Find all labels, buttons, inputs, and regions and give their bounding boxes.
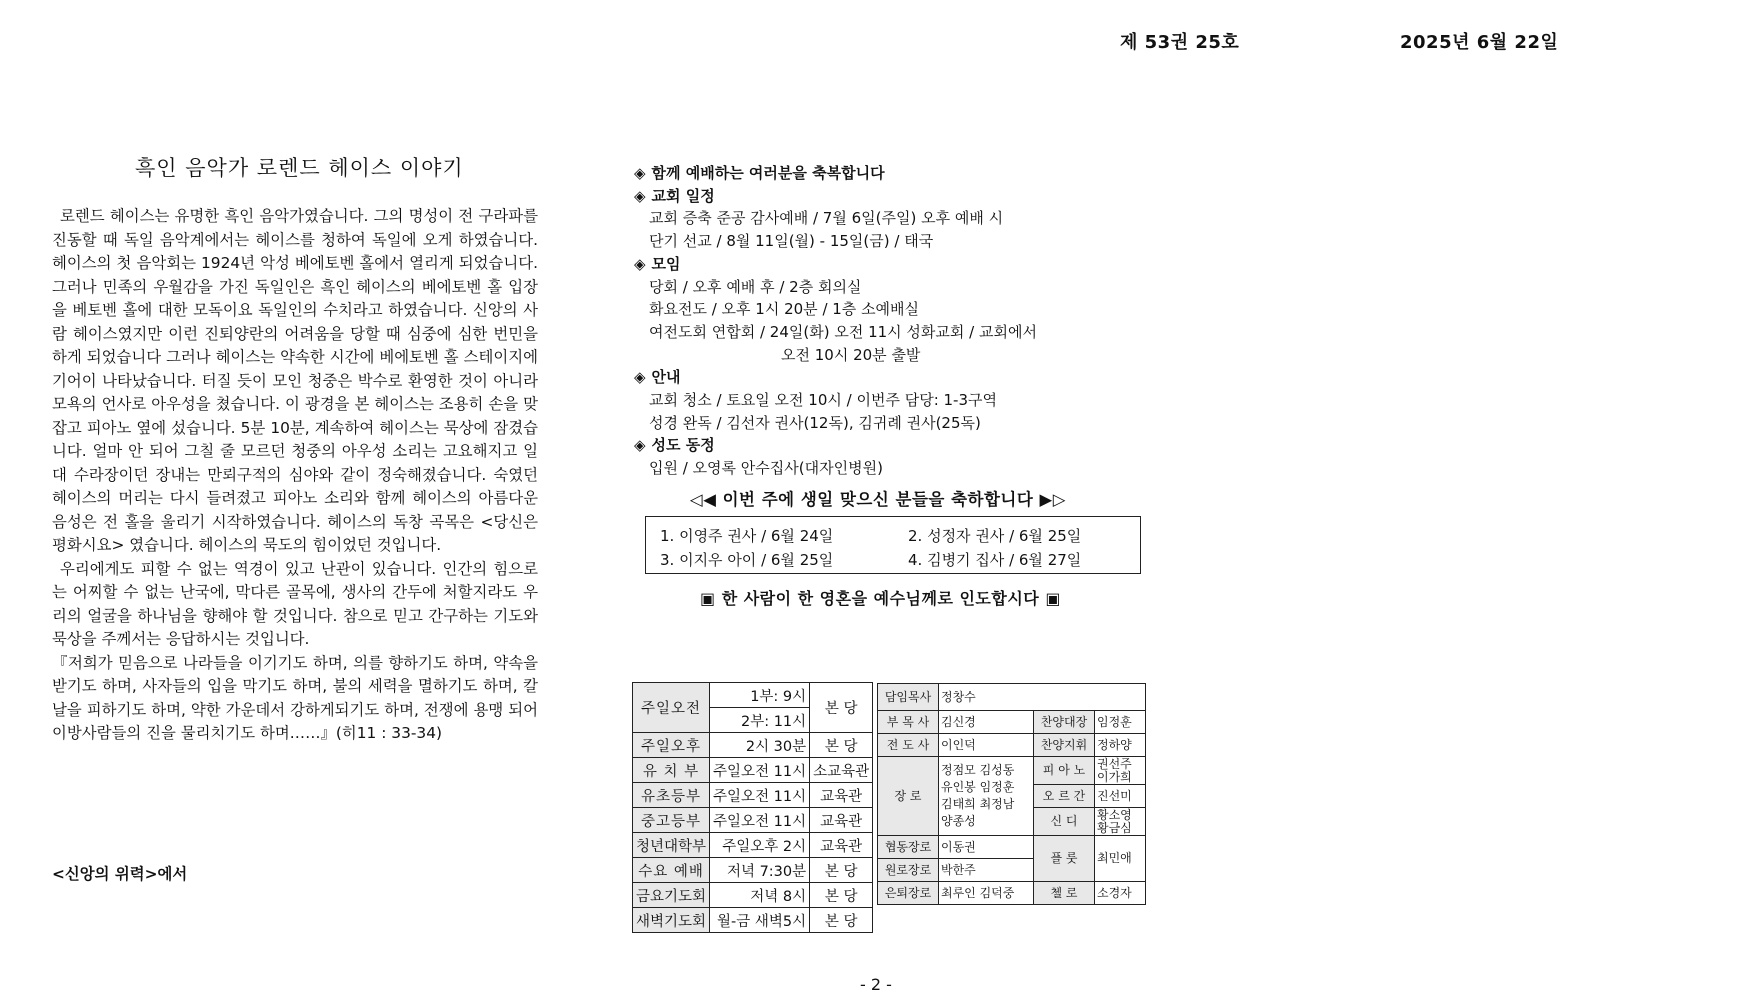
service-time: 주일오전 11시 [710,783,810,808]
page-number: - 2 - [860,975,892,994]
staff-name: 소경자 [1095,882,1146,905]
notice-item: 화요전도 / 오후 1시 20분 / 1층 소예배실 [649,300,920,319]
service-time: 주일오후 2시 [710,833,810,858]
section-heading: ◈ 교회 일정 [634,186,715,205]
bulletin-date: 2025년 6월 22일 [1400,32,1559,53]
birthday-entry: 4. 김병기 집사 / 6월 27일 [908,551,1082,569]
staff-role: 찬양대장 [1034,711,1095,734]
section-heading: ◈ 모임 [634,254,681,273]
service-time: 주일오전 11시 [710,758,810,783]
motto: ▣ 한 사람이 한 영혼을 예수님께로 인도합시다 ▣ [700,589,1061,608]
staff-role: 오 르 간 [1034,785,1095,808]
notice-item: 입원 / 오영록 안수집사(대자인병원) [649,459,883,478]
staff-name: 정하양 [1095,734,1146,757]
staff-role: 찬양지휘 [1034,734,1095,757]
service-time: 저녁 7:30분 [710,858,810,883]
staff-name: 권선주 이가희 [1095,757,1146,785]
service-place: 본 당 [810,908,873,933]
staff-name: 최루인 김덕중 [939,882,1034,905]
service-place: 본 당 [810,733,873,758]
birthday-entry: 1. 이영주 권사 / 6월 24일 [660,527,834,545]
staff-name: 이인덕 [939,734,1034,757]
staff-name: 임정훈 [1095,711,1146,734]
elder-names: 김태희 최정남 [941,797,1015,811]
notice-item: 교회 증축 준공 감사예배 / 7월 6일(주일) 오후 예배 시 [649,209,1004,228]
service-name: 주일오후 [633,733,710,758]
staff-role: 원로장로 [878,859,939,882]
notice-item: 교회 청소 / 토요일 오전 10시 / 이번주 담당: 1-3구역 [649,391,997,410]
table-row [633,783,873,808]
staff-name [939,757,1034,836]
table-row [878,684,1146,711]
table-row [878,836,1146,859]
article-paragraph: 로렌드 헤이스는 유명한 흑인 음악가였습니다. 그의 명성이 전 구라파를 진동할 때 독일 음악계에서는 헤이스를 청하여 독일에 오게 하였습니다. 헤이스의 첫 음악회는 1924년 악성 베에토벤 홀에서 열리게 되었습니다. 그러나 민족의 우월감을 가진 독일인은 흑인 헤이스의 베에토벤 홀 입장을 베토벤 홀에 대한 모독이요 독일인의 수치라고 하였습니다. 신앙의 사람 헤이스였지만 이런 진퇴양란의 어려움을 당할 때 심중에 심한 번민을 하게 되었습니다 그러나 헤이스는 약속한 시간에 베에토벤 홀 스테이지에 기어이 나타났습니다. 터질 듯이 모인 청중은 박수로 환영한 것이 아니라 모욕의 언사로 아우성을 쳤습니다. 이 광경을 본 헤이스는 조용히 손을 맞잡고 피아노 옆에 섰습니다. 5분 10분, 계속하여 헤이스는 묵상에 잠겼습니다. 얼마 안 되어 그칠 줄 모르던 청중의 아우성 소리는 고요해지고 일대 수라장이던 장내는 만뢰구적의 심야와 같이 정숙해졌습니다. 숙였던 헤이스의 머리는 다시 들려졌고 피아노 소리와 함께 헤이스의 아름다운 음성은 전 홀을 울리기 시작하였습니다. 헤이스의 독창 곡목은 <당신은 평화시요> 였습니다. 헤이스의 묵도의 힘이었던 것입니다. [52,207,538,554]
staff-role: 장 로 [878,757,939,836]
table-row [878,882,1146,905]
notice-item: 성경 완독 / 김선자 권사(12독), 김귀례 권사(25독) [649,413,981,432]
section-heading: ◈ 성도 동정 [634,436,715,455]
service-place: 교육관 [810,783,873,808]
birthday-box [645,516,1141,574]
service-name: 수요 예배 [633,858,710,883]
table-row [633,858,873,883]
service-place: 본 당 [810,683,873,733]
staff-role: 협동장로 [878,836,939,859]
service-name: 금요기도회 [633,883,710,908]
staff-name: 박한주 [939,859,1034,882]
elder-names: 양종성 [941,814,976,828]
service-name: 유초등부 [633,783,710,808]
table-row [878,711,1146,734]
notice-item: 당회 / 오후 예배 후 / 2층 회의실 [649,277,862,296]
service-place: 소교육관 [810,758,873,783]
service-time: 주일오전 11시 [710,808,810,833]
staff-name: 황소영 황금심 [1095,808,1146,836]
staff-role: 담임목사 [878,684,939,711]
staff-name: 이동권 [939,836,1034,859]
service-place: 본 당 [810,883,873,908]
service-time: 2시 30분 [710,733,810,758]
staff-role: 전 도 사 [878,734,939,757]
staff-table [877,683,1146,905]
staff-name: 진선미 [1095,785,1146,808]
notice-item-continuation: 오전 10시 20분 출발 [781,345,921,364]
table-row [633,683,873,708]
article-title: 흑인 음악가 로렌드 헤이스 이야기 [135,156,464,180]
article-paragraph: 우리에게도 피할 수 없는 역경이 있고 난관이 있습니다. 인간의 힘으로는 어찌할 수 없는 난국에, 막다른 골목에, 생사의 간두에 처할지라도 우리의 얼굴을 하나님을 향해야 할 것입니다. 참으로 믿고 간구하는 기도와 묵상을 주께서는 응답하시는 것입니다. [52,559,538,648]
service-place: 교육관 [810,808,873,833]
section-heading: ◈ 안내 [634,368,681,387]
service-place: 본 당 [810,858,873,883]
staff-role: 신 디 [1034,808,1095,836]
service-time: 2부: 11시 [710,708,810,733]
staff-role: 플 룻 [1034,836,1095,882]
staff-name: 최민애 [1095,836,1146,882]
table-row [633,733,873,758]
service-name: 중고등부 [633,808,710,833]
service-name: 청년대학부 [633,833,710,858]
staff-name: 정창수 [939,684,1146,711]
service-schedule-table [632,682,873,933]
service-place: 교육관 [810,833,873,858]
service-time: 월-금 새벽5시 [710,908,810,933]
volume-issue: 제 53권 25호 [1120,32,1240,53]
birthday-entry: 2. 성정자 권사 / 6월 25일 [908,527,1082,545]
service-name: 주일오전 [633,683,710,733]
staff-role: 첼 로 [1034,882,1095,905]
birthday-title: ◁◀ 이번 주에 생일 맞으신 분들을 축하합니다 ▶▷ [690,490,1066,509]
table-row [633,908,873,933]
staff-role: 부 목 사 [878,711,939,734]
table-row [633,833,873,858]
service-name: 유 치 부 [633,758,710,783]
article-source: <신앙의 위력>에서 [52,865,188,883]
elder-names: 정점모 김성동 [941,763,1015,777]
birthday-entry: 3. 이지우 아이 / 6월 25일 [660,551,834,569]
staff-role: 은퇴장로 [878,882,939,905]
welcome-heading: ◈ 함께 예배하는 여러분을 축복합니다 [634,164,885,182]
elder-names: 유인봉 임정훈 [941,780,1015,794]
article-body [52,205,538,746]
table-row [633,758,873,783]
table-row [633,883,873,908]
notice-item: 단기 선교 / 8월 11일(월) - 15일(금) / 태국 [649,232,934,251]
notice-item: 여전도회 연합회 / 24일(화) 오전 11시 성화교회 / 교회에서 [649,322,1037,341]
service-name: 새벽기도회 [633,908,710,933]
table-row [878,757,1146,785]
staff-name: 김신경 [939,711,1034,734]
notices [634,162,1037,480]
staff-role: 피 아 노 [1034,757,1095,785]
service-time: 저녁 8시 [710,883,810,908]
article-paragraph: 『저희가 믿음으로 나라들을 이기기도 하며, 의를 향하기도 하며, 약속을 받기도 하며, 사자들의 입을 막기도 하며, 불의 세력을 멸하기도 하며, 칼날을 피하기도 하며, 약한 가운데서 강하게되기도 하며, 전쟁에 용맹 되어 이방사람들의 진을 물리치기도 하며……』(히11 : 33-34) [52,653,538,742]
table-row [633,808,873,833]
service-time: 1부: 9시 [710,683,810,708]
table-row [878,734,1146,757]
